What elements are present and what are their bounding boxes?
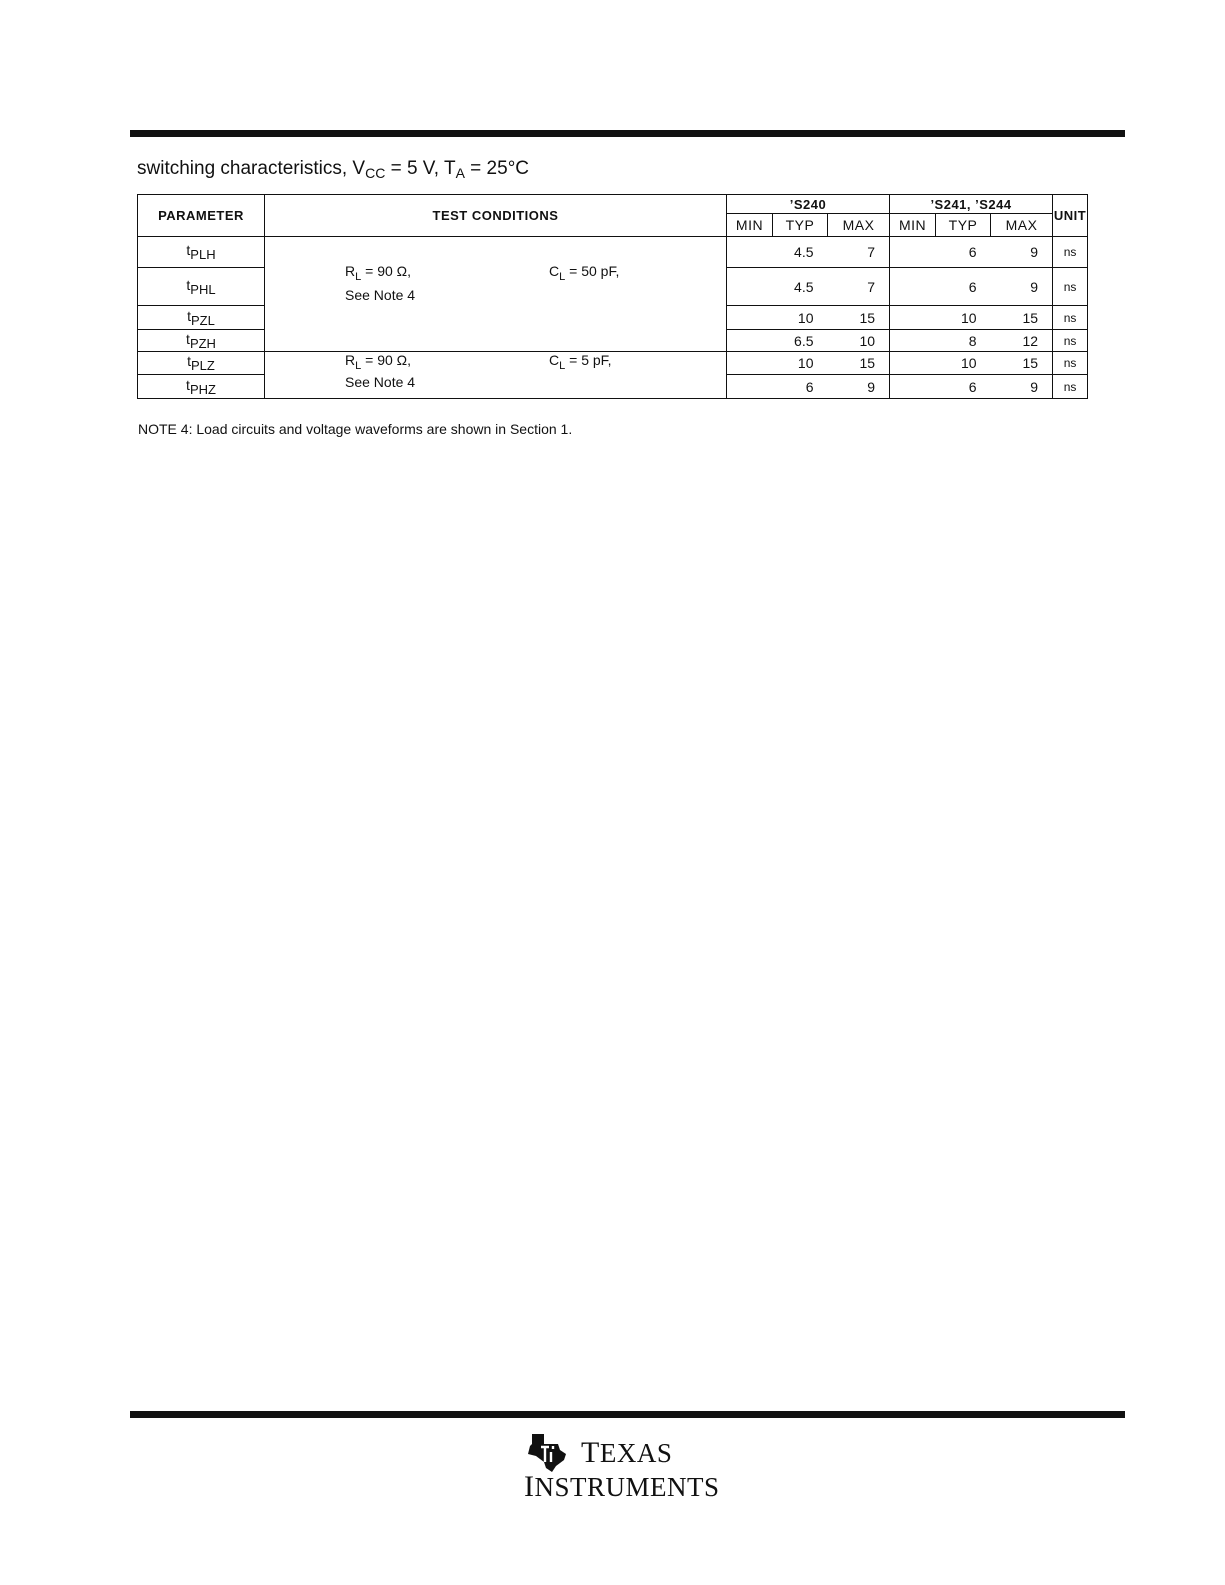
s241-typ: 6 [936,375,991,399]
logo-text-texas: TEXAS [581,1436,673,1469]
s241-max: 9 [991,375,1053,399]
s241-typ: 10 [936,306,991,330]
s240-typ: 10 [773,306,828,330]
s241-min [890,268,936,306]
s240-max: 10 [828,330,890,352]
test-conditions-upper [265,237,727,352]
s241-max: 15 [991,306,1053,330]
switching-characteristics-table [137,194,1088,399]
table-row [138,237,1088,268]
s240-typ: 6 [773,375,828,399]
s241-max: 9 [991,237,1053,268]
param-cell: $t_{PZH}$ [138,330,265,352]
header-s241-s244: ’S241, ’S244 [890,195,1053,214]
s241-typ: 6 [936,237,991,268]
header-min: MIN [727,214,773,237]
header-typ: TYP [936,214,991,237]
s240-min [727,306,773,330]
bottom-rule [130,1411,1125,1418]
header-max: MAX [991,214,1053,237]
unit-cell: ns [1053,375,1088,399]
s240-max: 9 [828,375,890,399]
s240-min [727,268,773,306]
s240-min [727,352,773,375]
s241-min [890,237,936,268]
header-test-conditions: TEST CONDITIONS [265,195,727,237]
unit-cell: ns [1053,306,1088,330]
s241-typ: 10 [936,352,991,375]
s241-typ: 6 [936,268,991,306]
texas-instruments-logo [524,1432,734,1507]
param-cell: $t_{PHZ}$ [138,375,265,399]
s241-max: 9 [991,268,1053,306]
see-note: See Note 4 [345,374,416,390]
section-heading: switching characteristics, $V_{CC} = 5$ V, $T_A = 25^\circ C$ [137,158,530,181]
s241-min [890,330,936,352]
header-max: MAX [828,214,890,237]
param-cell: $t_{PLZ}$ [138,352,265,375]
top-rule [130,130,1125,137]
s240-typ: 6.5 [773,330,828,352]
rl-condition: $R_L = 90$ Ω, [345,263,412,283]
s241-min [890,375,936,399]
param-cell: $t_{PZL}$ [138,306,265,330]
header-parameter: PARAMETER [138,195,265,237]
footnote: NOTE 4: Load circuits and voltage waveforms are shown in Section 1. [138,421,573,437]
unit-cell: ns [1053,268,1088,306]
texas-state-icon [524,1432,568,1472]
s240-min [727,237,773,268]
see-note: See Note 4 [345,287,416,303]
s240-typ: 10 [773,352,828,375]
unit-cell: ns [1053,330,1088,352]
logo-text-instruments: INSTRUMENTS [524,1470,720,1503]
header-typ: TYP [773,214,828,237]
unit-cell: ns [1053,237,1088,268]
s240-typ: 4.5 [773,268,828,306]
unit-cell: ns [1053,352,1088,375]
s240-typ: 4.5 [773,237,828,268]
cl-condition: $C_L = 5$ pF, [549,352,612,372]
cl-condition: $C_L = 50$ pF, [549,263,620,283]
s240-max: 15 [828,352,890,375]
s241-max: 15 [991,352,1053,375]
s240-max: 7 [828,237,890,268]
param-cell: $t_{PLH}$ [138,237,265,268]
header-s240: ’S240 [727,195,890,214]
s240-max: 15 [828,306,890,330]
s241-max: 12 [991,330,1053,352]
rl-condition: $R_L = 90$ Ω, [345,352,412,372]
param-cell: $t_{PHL}$ [138,268,265,306]
s241-typ: 8 [936,330,991,352]
table-row [138,352,1088,375]
s241-min [890,352,936,375]
s240-min [727,330,773,352]
s240-max: 7 [828,268,890,306]
header-unit: UNIT [1053,195,1088,237]
s241-min [890,306,936,330]
header-min: MIN [890,214,936,237]
s240-min [727,375,773,399]
test-conditions-lower [265,352,727,399]
